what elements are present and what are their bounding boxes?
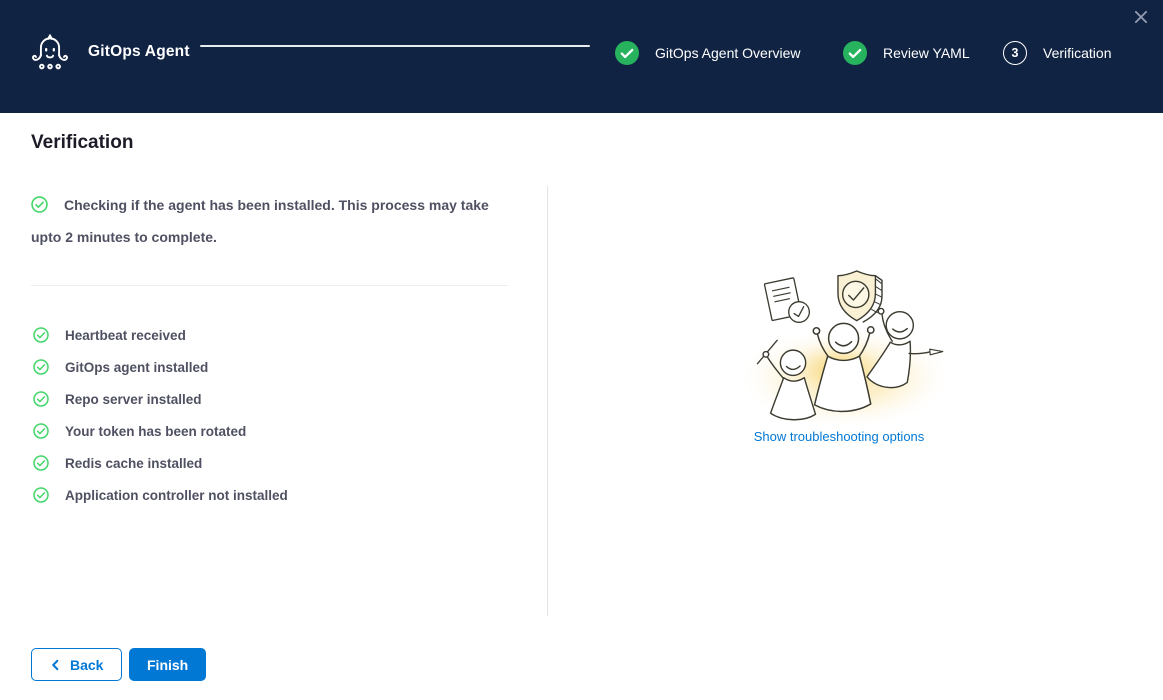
chevron-left-icon: [50, 659, 61, 671]
check-item: [33, 319, 288, 351]
check-circle-outline-icon: [31, 196, 48, 213]
check-item: [33, 415, 288, 447]
check-circle-outline-icon: [33, 327, 49, 343]
vertical-divider: [547, 186, 548, 616]
brand: [30, 32, 190, 72]
check-item-label: Repo server installed: [65, 391, 202, 407]
wizard-title: GitOps Agent: [88, 43, 190, 60]
horizontal-divider: [31, 285, 508, 286]
check-item-label: GitOps agent installed: [65, 359, 209, 375]
check-item: [33, 479, 288, 511]
troubleshoot-link[interactable]: Show troubleshooting options: [753, 429, 925, 444]
status-message: [31, 189, 513, 253]
check-circle-icon: [843, 41, 867, 65]
close-icon[interactable]: [1133, 9, 1149, 25]
check-item: [33, 351, 288, 383]
check-circle-icon: [615, 41, 639, 65]
step-number-badge: 3: [1003, 41, 1027, 65]
check-circle-outline-icon: [33, 455, 49, 471]
check-circle-outline-icon: [33, 391, 49, 407]
check-item: [33, 447, 288, 479]
wizard-header: [0, 0, 1163, 113]
check-circle-outline-icon: [33, 359, 49, 375]
step-gitops-agent-overview[interactable]: [615, 41, 801, 65]
step-label: Verification: [1043, 45, 1112, 61]
back-button-label: Back: [70, 656, 104, 673]
finish-button[interactable]: [129, 648, 206, 681]
header-progress-line: [200, 45, 590, 47]
check-item-label: Your token has been rotated: [65, 423, 247, 439]
check-item: [33, 383, 288, 415]
check-item-label: Heartbeat received: [65, 327, 186, 343]
check-item-label: Application controller not installed: [65, 487, 288, 503]
step-verification[interactable]: [1003, 41, 1111, 65]
verification-checklist: [33, 319, 288, 511]
step-review-yaml[interactable]: [843, 41, 970, 65]
check-item-label: Redis cache installed: [65, 455, 203, 471]
back-button[interactable]: [31, 648, 122, 681]
step-label: Review YAML: [883, 45, 970, 61]
page-title: Verification: [31, 132, 134, 153]
troubleshoot-link-wrap: [683, 428, 995, 446]
gitops-agent-logo-icon: [30, 32, 70, 72]
check-circle-outline-icon: [33, 423, 49, 439]
celebration-illustration: [735, 262, 955, 427]
check-circle-outline-icon: [33, 487, 49, 503]
finish-button-label: Finish: [147, 656, 189, 673]
status-message-text: Checking if the agent has been installed. This process may take upto 2 minutes to complete.: [31, 197, 489, 245]
step-label: GitOps Agent Overview: [655, 45, 801, 61]
